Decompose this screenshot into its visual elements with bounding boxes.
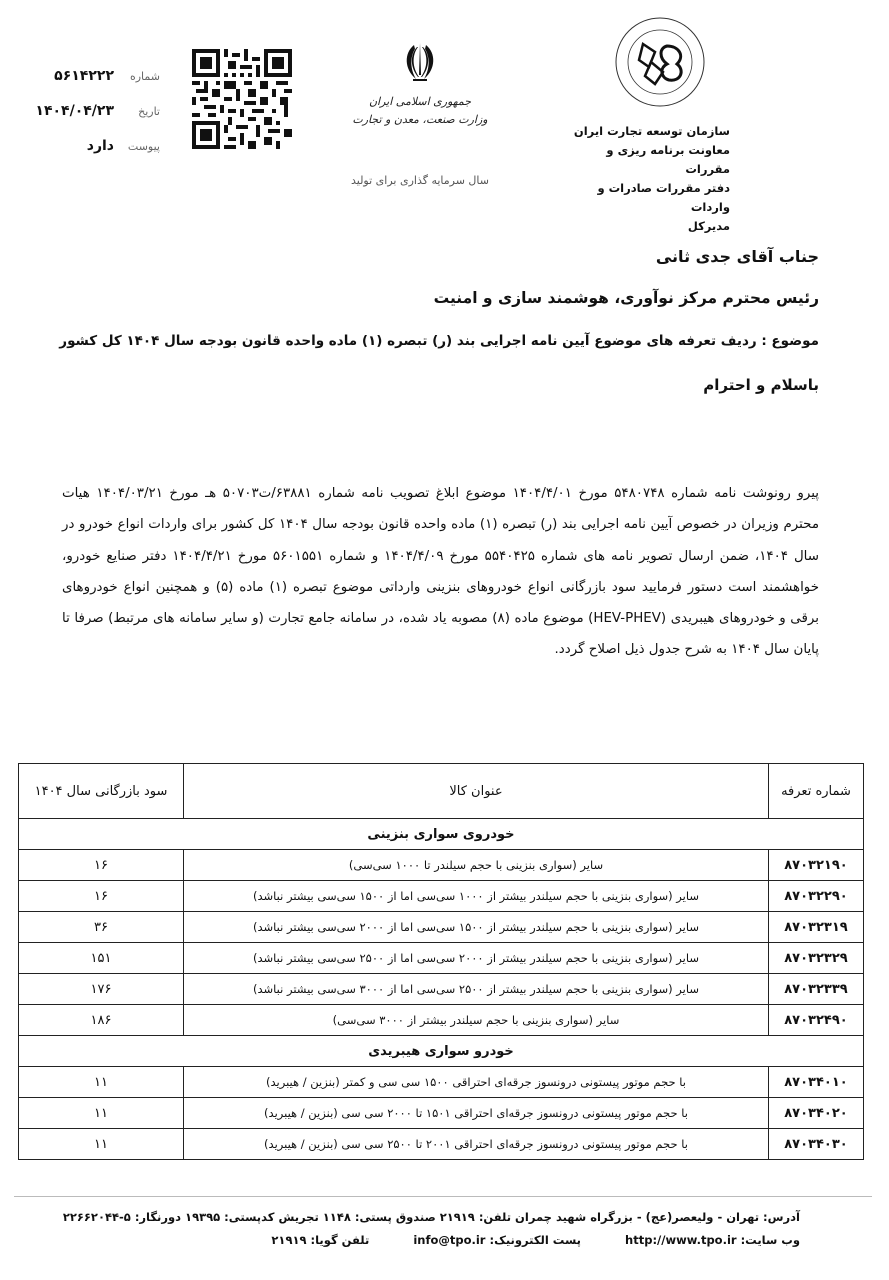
org-line-2: معاونت برنامه ریزی و مقررات: [606, 143, 730, 176]
tariff-code: ۸۷۰۳۲۲۹۰: [769, 881, 864, 912]
table-row: [19, 1005, 864, 1036]
org-line-3: دفتر مقررات صادرات و واردات: [597, 181, 730, 214]
org-line-1: سازمان توسعه تجارت ایران: [573, 124, 730, 138]
footer-website[interactable]: وب سایت: http://www.tpo.ir: [625, 1233, 800, 1247]
letter-body: پیرو رونوشت نامه شماره ۵۴۸۰۷۴۸ مورخ ۱۴۰۴/۴/۰۱ موضوع ابلاغ تصویب نامه شماره ۶۳۸۸۱/ت۵۰۷۰۳ هـ مورخ ۱۴۰۴/۰۳/۲۱ هیات محترم وزیران در خصوص آیین نامه اجرایی بند (ر) تبصره (۱) ماده واحده قانون بودجه سال ۱۴۰۴ کل کشور برای واردات انواع خودرو در سال ۱۴۰۴، ضمن ارسال تصویر نامه های شماره ۵۵۴۰۴۲۵ مورخ ۱۴۰۴/۴/۰۹ و شماره ۵۶۰۱۵۵۱ مورخ ۱۴۰۴/۴/۲۱ دفتر صنایع خودرو، خواهشمند است دستور فرمایید سود بازرگانی انواع خودروهای بنزینی وارداتی موضوع تبصره (۱) ماده (۵) و همچنین انواع خودروهای برقی و خودروهای هیبریدی (HEV-PHEV) موضوع ماده (۸) مصوبه یاد شده، در سامانه جامع تجارت (و سایر سامانه های مرتبط) صرفا تا پایان سال ۱۴۰۴ به شرح جدول ذیل اصلاح گردد.: [62, 486, 819, 658]
profit-value: ۱۱: [19, 1098, 184, 1129]
profit-value: ۱۸۶: [19, 1005, 184, 1036]
org-line-4: مدیرکل: [687, 219, 730, 233]
profit-value: ۱۱: [19, 1129, 184, 1160]
footer-address: آدرس: تهران - ولیعصر(عج) - بزرگراه شهید چمران تلفن: ۲۱۹۱۹ صندوق پستی: ۱۱۴۸ تجریش کدپستی: ۱۹۳۹۵ دورنگار: ۵-۲۲۶۶۲۰۴۴: [62, 1210, 800, 1224]
republic-name: جمهوری اسلامی ایران: [368, 95, 472, 108]
tariff-code: ۸۷۰۳۲۳۲۹: [769, 943, 864, 974]
tariff-code: ۸۷۰۳۲۴۹۰: [769, 1005, 864, 1036]
iran-emblem-icon: [400, 39, 440, 87]
profit-value: ۱۶: [19, 850, 184, 881]
table-row: [19, 1067, 864, 1098]
profit-value: ۱۱: [19, 1067, 184, 1098]
date-label: تاریخ: [138, 104, 160, 118]
profit-value: ۱۶: [19, 881, 184, 912]
table-header-row: [19, 764, 864, 819]
goods-title: سایر (سواری بنزینی با حجم سیلندر بیشتر از ۲۰۰۰ سی‌سی اما از ۲۵۰۰ سی‌سی بیشتر نباشد): [184, 943, 769, 974]
number-label: شماره: [129, 69, 160, 83]
letter-date: [20, 103, 160, 119]
footer-contacts: [60, 1233, 800, 1247]
goods-title: با حجم موتور پیستونی درونسوز جرقه‌ای احتراقی ۲۰۰۱ تا ۲۵۰۰ سی سی (بنزین / هیبرید): [184, 1129, 769, 1160]
org-signature-block: [560, 122, 730, 236]
profit-value: ۱۵۱: [19, 943, 184, 974]
attachment-value: دارد: [86, 138, 114, 154]
tariff-code: ۸۷۰۳۴۰۳۰: [769, 1129, 864, 1160]
section-row-hybrid: [19, 1036, 864, 1067]
goods-title: سایر (سواری بنزینی با حجم سیلندر بیشتر از ۲۵۰۰ سی‌سی اما از ۳۰۰۰ سی‌سی بیشتر نباشد): [184, 974, 769, 1005]
goods-title: سایر (سواری بنزینی با حجم سیلندر بیشتر از ۱۰۰۰ سی‌سی اما از ۱۵۰۰ سی‌سی بیشتر نباشد): [184, 881, 769, 912]
tariff-code: ۸۷۰۳۲۳۱۹: [769, 912, 864, 943]
table-row: [19, 943, 864, 974]
table-row: [19, 850, 864, 881]
tariff-code: ۸۷۰۳۴۰۱۰: [769, 1067, 864, 1098]
footer-phone: تلفن گویا: ۲۱۹۱۹: [271, 1233, 370, 1247]
recipient-name: جناب آقای جدی ثانی: [655, 247, 819, 266]
goods-title: با حجم موتور پیستونی درونسوز جرقه‌ای احتراقی ۱۵۰۰ سی سی و کمتر (بنزین / هیبرید): [184, 1067, 769, 1098]
ministry-name: وزارت صنعت، معدن و تجارت: [352, 113, 488, 126]
profit-value: ۱۷۶: [19, 974, 184, 1005]
number-value: ۵۶۱۴۲۲۲: [54, 68, 114, 84]
tariff-code: ۸۷۰۳۴۰۲۰: [769, 1098, 864, 1129]
goods-title: با حجم موتور پیستونی درونسوز جرقه‌ای احتراقی ۱۵۰۱ تا ۲۰۰۰ سی سی (بنزین / هیبرید): [184, 1098, 769, 1129]
qr-code: [192, 49, 292, 149]
goods-title: سایر (سواری بنزینی با حجم سیلندر تا ۱۰۰۰ سی‌سی): [184, 850, 769, 881]
letter-subject: موضوع : ردیف تعرفه های موضوع آیین نامه اجرایی بند (ر) تبصره (۱) ماده واحده قانون بودجه سال ۱۴۰۴ کل کشور: [59, 333, 819, 349]
section-title-gasoline: خودروی سواری بنزینی: [19, 819, 864, 850]
date-value: ۱۴۰۴/۰۴/۲۳: [35, 103, 114, 119]
table-row: [19, 1098, 864, 1129]
ministry-emblem-block: [345, 35, 495, 175]
tariff-code: ۸۷۰۳۲۱۹۰: [769, 850, 864, 881]
table-row: [19, 881, 864, 912]
letter-attachment: [20, 138, 160, 154]
attachment-label: پیوست: [127, 139, 160, 153]
greeting: باسلام و احترام: [703, 376, 819, 394]
year-slogan: سال سرمایه گذاری برای تولید: [350, 174, 489, 187]
letter-number: [20, 68, 160, 84]
table-row: [19, 974, 864, 1005]
goods-title: سایر (سواری بنزینی با حجم سیلندر بیشتر از ۳۰۰۰ سی‌سی): [184, 1005, 769, 1036]
goods-title: سایر (سواری بنزینی با حجم سیلندر بیشتر از ۱۵۰۰ سی‌سی اما از ۲۰۰۰ سی‌سی بیشتر نباشد): [184, 912, 769, 943]
table-row: [19, 1129, 864, 1160]
footer-divider: [14, 1196, 872, 1197]
tpo-logo-icon: [605, 12, 715, 112]
tariff-table: [18, 763, 864, 1160]
recipient-title: رئیس محترم مرکز نوآوری، هوشمند سازی و امنیت: [433, 289, 819, 307]
header-title: عنوان کالا: [184, 764, 769, 819]
profit-value: ۳۶: [19, 912, 184, 943]
section-row-gasoline: [19, 819, 864, 850]
section-title-hybrid: خودرو سواری هیبریدی: [19, 1036, 864, 1067]
footer-email[interactable]: پست الکترونیک: info@tpo.ir: [413, 1233, 582, 1247]
header-profit: سود بازرگانی سال ۱۴۰۴: [19, 764, 184, 819]
header-code: شماره تعرفه: [769, 764, 864, 819]
table-row: [19, 912, 864, 943]
tariff-code: ۸۷۰۳۲۳۳۹: [769, 974, 864, 1005]
